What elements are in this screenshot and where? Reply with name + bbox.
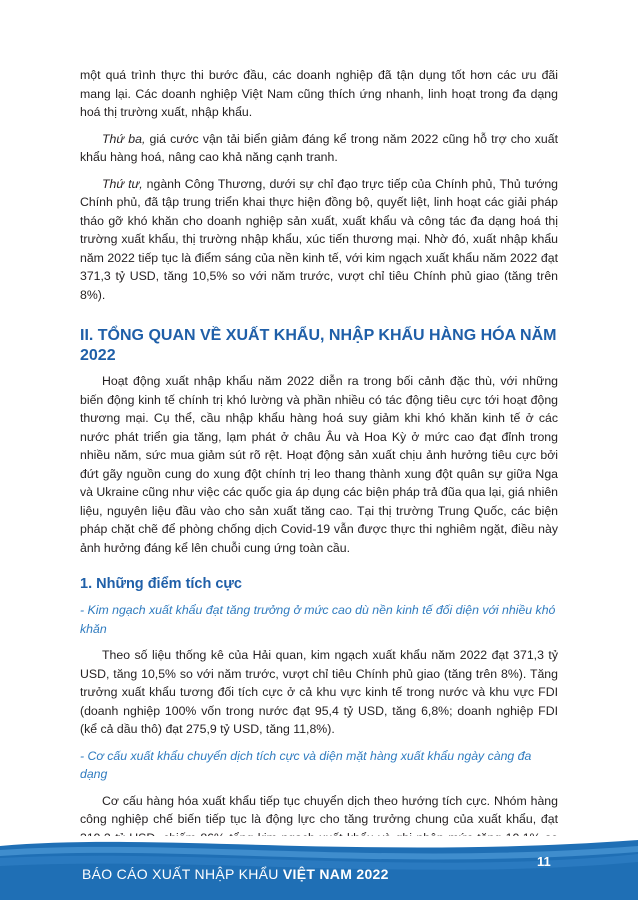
page-number: 11 — [537, 854, 551, 869]
paragraph-4: Hoạt động xuất nhập khẩu năm 2022 diễn ra trong bối cảnh đặc thù, với những biến động kinh tế chính trị khó lường và phần nhiều có tác động tiêu cực tới hoạt động thương mại. Cụ thể, cầu nhập khẩu hàng hoá suy giảm khi khó khăn kinh tế ở các nước phát triển gia tăng, lạm phát ở châu Âu và Hoa Kỳ ở mức cao đạt đỉnh trong nhiều năm, sức mua giảm sút rõ rệt. Hoạt động sản xuất chịu ảnh hưởng tiêu cực bởi đứt gãy nguồn cung do xung đột chính trị leo thang thành xung đột quân sự giữa Nga và Ukraine cũng như việc các quốc gia áp dụng các biện pháp trả đũa qua lại, giá nhiên liệu, nguyên liệu đầu vào cho sản xuất tăng cao. Tại thị trường Trung Quốc, các biện pháp chặt chẽ để phòng chống dịch Covid-19 vẫn được thực thi nghiêm ngặt, điều này ảnh hưởng đáng kể lên chuỗi cung ứng toàn cầu. — [80, 374, 558, 555]
paragraph-2-text: giá cước vận tải biển giảm đáng kể trong năm 2022 cũng hỗ trợ cho xuất khẩu hàng hoá, nâng cao khả năng cạnh tranh. — [80, 131, 558, 164]
paragraph-2 — [80, 130, 558, 167]
paragraph-2-lead: Thứ ba, — [102, 131, 146, 146]
page-footer — [0, 836, 638, 900]
subhead-1: - Kim ngạch xuất khẩu đạt tăng trưởng ở mức cao dù nền kinh tế đối diện với nhiều khó khăn — [80, 603, 556, 636]
paragraph-1: một quá trình thực thi bước đầu, các doanh nghiệp đã tận dụng tốt hơn các ưu đãi mang lại. Các doanh nghiệp Việt Nam cũng thích ứng nhanh, linh hoạt trong đa dạng hoá thị trường xuất, nhập khẩu. — [80, 68, 558, 119]
paragraph-3-lead: Thứ tư, — [102, 176, 143, 191]
footer-title — [82, 866, 389, 882]
paragraph-6: Cơ cấu hàng hóa xuất khẩu tiếp tục chuyển dịch theo hướng tích cực. Nhóm hàng công nghiệp chế biến tiếp tục là động lực cho tăng trưởng chung của xuất khẩu, đạt — [80, 793, 558, 826]
document-body — [80, 66, 558, 874]
section-heading: II. TỔNG QUAN VỀ XUẤT KHẨU, NHẬP KHẨU HÀNG HÓA NĂM 2022 — [80, 327, 557, 364]
paragraph-5: Theo số liệu thống kê của Hải quan, kim ngạch xuất khẩu năm 2022 đạt 371,3 tỷ USD, tăng 10,5% so với năm trước, vượt chỉ tiêu Chính phủ giao (tăng trên 8%). Tăng trưởng xuất khẩu tương đối tích cực ở cả khu vực kinh tế trong nước và khu vực FDI (doanh nghiệp 100% vốn trong nước đạt 95,4 tỷ USD, tăng 6,8%; doanh nghiệp FDI (kể cả dầu thô) đạt 275,9 tỷ USD, tăng 11,8%). — [80, 648, 558, 736]
paragraph-3-text: ngành Công Thương, dưới sự chỉ đạo trực tiếp của Chính phủ, Thủ tướng Chính phủ, đã tập trung triển khai thực hiện đồng bộ, quyết liệt, linh hoạt các giải pháp tháo gỡ khó khăn cho doanh nghiệp sản xuất, xuất khẩu và công tác đa dạng hoá thị trường xuất khẩu, thị trường nhập khẩu, xúc tiến thương mại. Nhờ đó, xuất nhập khẩu năm 2022 tiếp tục là điểm sáng của nền kinh tế, với kim ngạch xuất khẩu năm 2022 đạt 371,3 tỷ USD, tăng 10,5% so với năm trước, vượt chỉ tiêu Chính phủ giao (tăng trên 8%). — [80, 176, 558, 302]
subhead-2: - Cơ cấu xuất khẩu chuyển dịch tích cực và diện mặt hàng xuất khẩu ngày càng đa dạng — [80, 748, 532, 781]
footer-title-prefix: BÁO CÁO XUẤT NHẬP KHẨU — [82, 866, 283, 882]
footer-title-bold: VIỆT NAM 2022 — [282, 866, 389, 882]
subsection-heading: 1. Những điểm tích cực — [80, 576, 242, 592]
paragraph-3 — [80, 175, 558, 305]
